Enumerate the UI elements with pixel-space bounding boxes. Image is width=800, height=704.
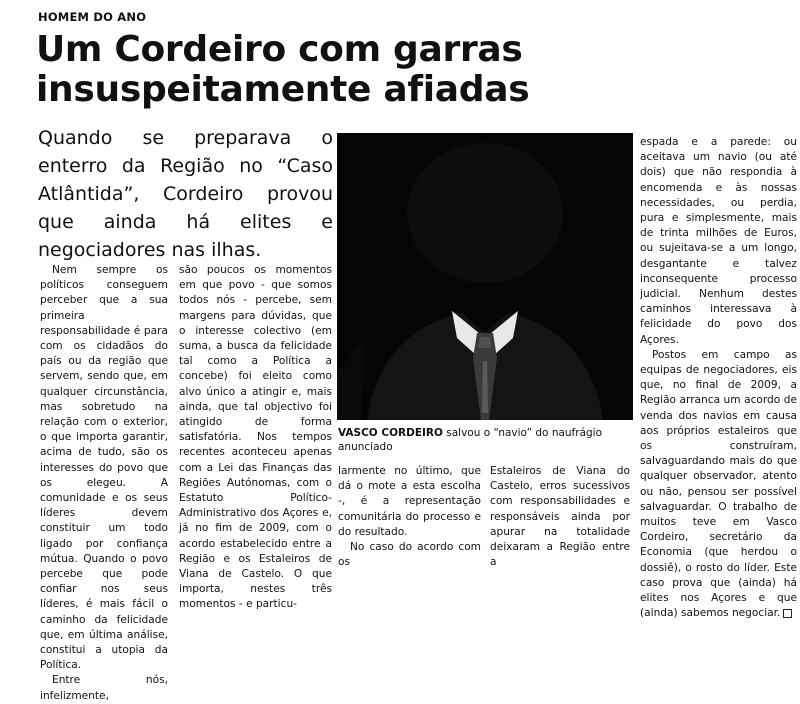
paragraph: Nem sempre os políticos conseguem perceber que a sua primeira responsabilidade é para com os cidadãos do país ou da região que servem, sendo que, em qualquer circunstância, mas sobretudo na relação com o exterior, o que importa garantir, acima de tudo, são os interesses do povo que os elegeu. A comunidade e os seus líderes devem constituir um todo ligado por confiança mútua. Quando o povo percebe que pode confiar nos seus líderes, é mais fácil o caminho da felicidade que, em última análise, constitui a utopia da Política. bbox=[40, 264, 168, 672]
article-column-1 bbox=[40, 263, 168, 704]
section-kicker: HOMEM DO ANO bbox=[38, 10, 147, 24]
paragraph: Estaleiros de Viana do Castelo, erros sucessivos com responsabilidades e responsáveis ainda por apurar na totalidade deixaram a Região entre a bbox=[490, 465, 630, 569]
article-column-4 bbox=[490, 464, 630, 570]
caption-name: VASCO CORDEIRO bbox=[338, 427, 443, 439]
article-column-3 bbox=[338, 464, 481, 570]
paragraph: larmente no último, que dá o mote a esta escolha -, é a representação comunitária do processo e do resultado. bbox=[338, 465, 481, 538]
paragraph bbox=[640, 348, 797, 622]
headline: Um Cordeiro com garras insuspeitamente afiadas bbox=[36, 29, 530, 110]
paragraph: espada e a parede: ou aceitava um navio (ou até dois) que não respondia à encomenda e às nossas necessidades, ou perdia, pura e simplesmente, mais de trinta milhões de Euros, ou sujeitava-se a um longo, desgantante e talvez inconsequente processo judicial. Nenhum destes caminhos interessava à felicidade do povo dos Açores. bbox=[640, 136, 797, 346]
paragraph: são poucos os momentos em que povo - que somos todos nós - percebe, sem margens para dúvidas, que o interesse colectivo (em suma, a busca da felicidade tal como a Política a concebe) foi eleito como alvo único a atingir e, mais ainda, que tal objectivo foi atingido de forma satisfatória. Nos tempos recentes aconteceu apenas com a Lei das Finanças das Regiões Autónomas, com o Estatuto Político-Administrativo dos Açores e, já no fim de 2009, com o acordo estabelecido entre a Região e os Estaleiros de Viana de Castelo. O que importa, nestes três momentos - e particu- bbox=[179, 264, 332, 611]
article-column-2 bbox=[179, 263, 332, 613]
portrait-silhouette-icon bbox=[337, 133, 633, 420]
paragraph: No caso do acordo com os bbox=[338, 541, 481, 569]
portrait-photo bbox=[337, 133, 633, 420]
photo-caption bbox=[338, 426, 638, 454]
article-column-5 bbox=[640, 135, 797, 622]
end-of-article-icon bbox=[783, 609, 792, 618]
paragraph-text: Postos em campo as equipas de negociadores, eis que, no final de 2009, a Região arranca um acordo de venda dos navios em causa aos próprios estaleiros que os construíram, salvaguardando mais do que qualquer observador, atento ou não, pensou ser possível salvaguardar. O trabalho de muitos teve em Vasco Cordeiro, secretário da Economia (que herdou o dossiê), o rosto do líder. Este caso prova que (ainda) há elites nos Açores e que (ainda) sabemos negociar. bbox=[640, 348, 797, 620]
caption-text: salvou o “navio” do naufrágio anunciado bbox=[338, 427, 603, 453]
lead-paragraph: Quando se preparava o enterro da Região no “Caso Atlântida”, Cordeiro provou que ainda há elites e negociadores nas ilhas. bbox=[38, 127, 333, 261]
paragraph: Entre nós, infelizmente, bbox=[40, 674, 168, 702]
